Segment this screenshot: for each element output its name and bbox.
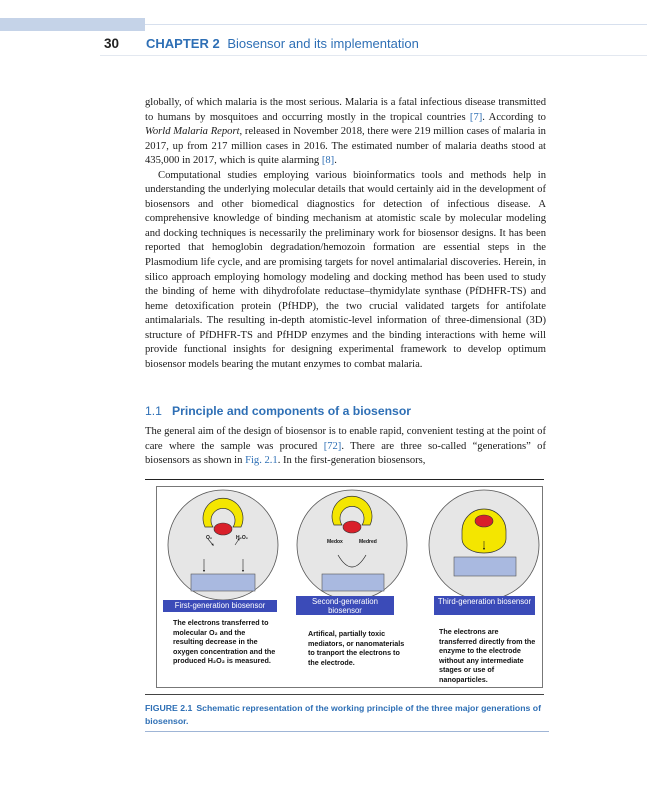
figure-caption bbox=[145, 702, 544, 728]
citation-72[interactable]: [72] bbox=[323, 440, 342, 452]
label-first-generation: First-generation biosensor bbox=[163, 600, 277, 612]
section-number: 1.1 bbox=[145, 404, 162, 418]
header-rule bbox=[100, 55, 647, 56]
species-med-red: Medred bbox=[359, 539, 377, 545]
desc-third-generation: The electrons are transferred directly from the enzyme to the electrode without any intermediate stages or use of nanoparticles. bbox=[439, 627, 536, 684]
panel3-electrode bbox=[454, 557, 516, 576]
paragraph-1 bbox=[145, 96, 546, 169]
header-accent-line bbox=[145, 24, 647, 25]
figure-caption-label: FIGURE 2.1 bbox=[145, 703, 193, 713]
p1-text-d: . bbox=[334, 155, 337, 167]
paragraph-3 bbox=[145, 425, 546, 469]
desc-second-generation: Artifical, partially toxic mediators, or nanomaterials to tranport the electrons to the electrode. bbox=[308, 629, 405, 667]
label-second-generation: Second-generation biosensor bbox=[296, 596, 394, 615]
chapter-title: Biosensor and its implementation bbox=[227, 36, 419, 51]
panel1-electrode bbox=[191, 574, 255, 591]
panel2-electrode bbox=[322, 574, 384, 591]
label-third-generation: Third-generation biosensor bbox=[434, 596, 535, 615]
p3-text-b: . There are three so-called “generations” of biosensors as shown in bbox=[145, 440, 546, 467]
species-med-ox: Medox bbox=[327, 539, 343, 545]
body-text-section bbox=[145, 425, 546, 469]
desc-first-generation: The electrons transferred to molecular O₂ and the resulting decrease in the oxygen concentration and the produced H₂O₂ is measured. bbox=[173, 618, 276, 666]
figure-caption-text: Schematic representation of the working principle of the three major generations of biosensor. bbox=[145, 703, 541, 726]
p3-text-c: . In the first-generation biosensors, bbox=[277, 455, 426, 467]
p1-text-a: globally, of which malaria is the most serious. Malaria is a fatal infectious disease transmitted to humans by mosquitoes and occurring mostly in the tropical countries bbox=[145, 97, 546, 123]
paragraph-2: Computational studies employing various bioinformatics tools and methods help in understanding the underlying molecular details that would certainly aid in the development of biosensors and other biomedical diagnostics for detection of infectious disease. A comprehensive knowledge of binding mechanism at atomistic scale by molecular modeling and docking techniques is necessarily the preliminary work for biosensor designs. It has been reported that hemoglobin degradation/hemozoin formation are essential steps in the Plasmodium life cycle, and are promising targets for novel antimalarial discoveries. Herein, in silico approach employing homology modeling and docking method has been used to study the binding of heme with dihydrofolate reductase–thymidylate synthase (PfDHFR-TS) and heme detoxification protein (PfHDP), the two crucial validated targets for antifolate antimalarials. The resulting in-depth atomistic-level information of three-dimensional (3D) structure of PfDHFR-TS and PfHDP enzymes and the binding interactions with heme will provide functional insights for designing experimental framework to develop optimum biosensor models bearing the mutant enzymes to combat malaria. bbox=[145, 169, 546, 370]
running-head bbox=[146, 36, 419, 51]
caption-rule bbox=[145, 731, 549, 732]
panel2-substrate bbox=[343, 521, 361, 533]
panel1-substrate bbox=[214, 523, 232, 535]
citation-7[interactable]: [7] bbox=[469, 111, 483, 123]
header-accent-bar bbox=[0, 18, 145, 31]
figure-panel-frame bbox=[156, 486, 543, 688]
figure-link[interactable]: Fig. 2.1 bbox=[245, 455, 278, 467]
species-o2: O₂ bbox=[206, 535, 213, 541]
page-number: 30 bbox=[104, 36, 120, 51]
section-heading bbox=[145, 404, 411, 418]
p3-text-a: The general aim of the design of biosensor is to enable rapid, convenient testing at the point of care where the sample was procured bbox=[145, 426, 546, 452]
panel3-substrate bbox=[475, 515, 493, 527]
chapter-label: CHAPTER 2 bbox=[146, 36, 220, 51]
p1-report-title: World Malaria Report bbox=[145, 126, 240, 138]
p1-text-b: . According to bbox=[482, 111, 546, 123]
figure-2-1 bbox=[145, 479, 544, 695]
citation-8[interactable]: [8] bbox=[321, 155, 335, 167]
species-h2o2: H₂O₂ bbox=[236, 535, 248, 541]
body-text-top bbox=[145, 96, 546, 372]
section-title: Principle and components of a biosensor bbox=[171, 404, 412, 418]
p1-text-c: , released in November 2018, there were 219 million cases of malaria in 2017, up from 217 million cases in 2016. The estimated number of malaria deaths stood at 435,000 in 2017, which is quite alarming bbox=[145, 126, 546, 167]
